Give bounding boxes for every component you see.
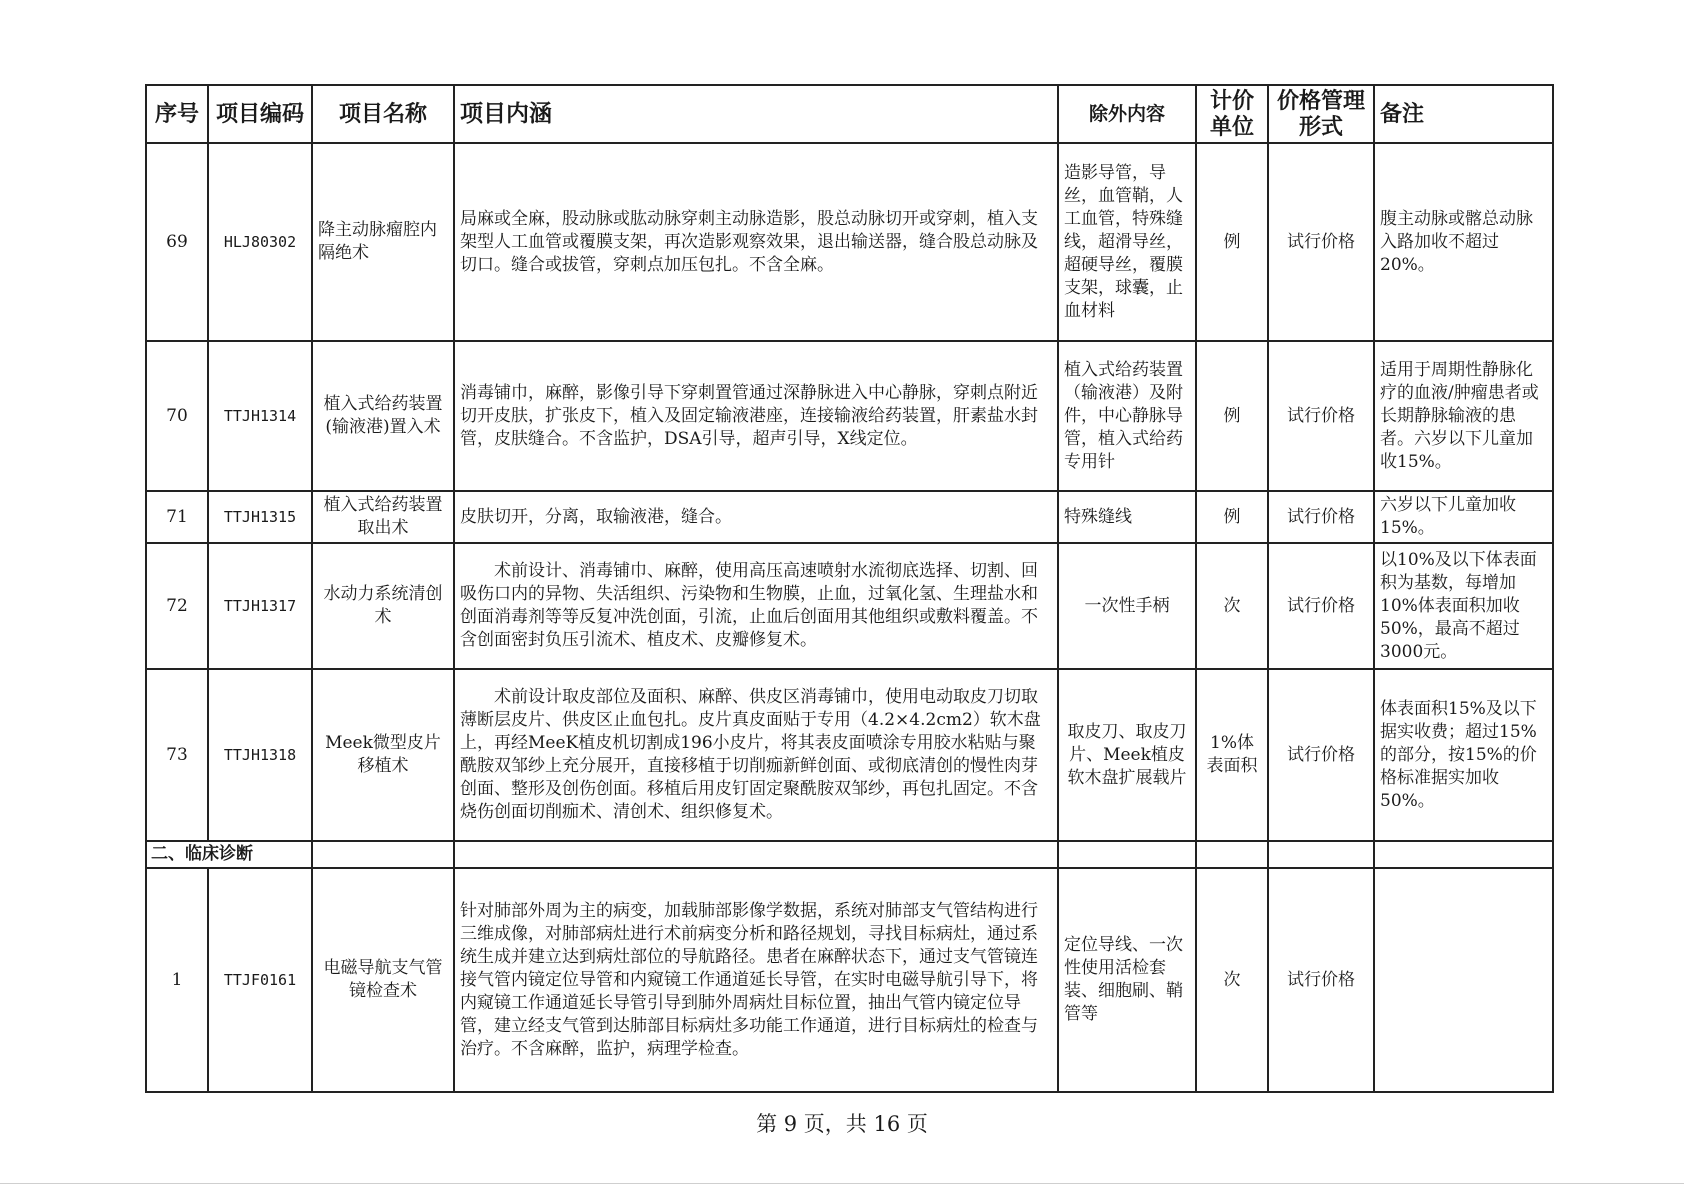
cell-unit: 例	[1196, 143, 1268, 341]
header-exclusions: 除外内容	[1058, 85, 1196, 143]
cell-name: 降主动脉瘤腔内隔绝术	[312, 143, 454, 341]
page-footer: 第 9 页，共 16 页	[756, 1112, 928, 1136]
table-row	[146, 868, 1553, 1092]
cell-content: 消毒铺巾，麻醉，影像引导下穿刺置管通过深静脉进入中心静脉，穿刺点附近切开皮肤，扩张皮下，植入及固定输液港座，连接输液给药装置，肝素盐水封管，皮肤缝合。不含监护，DSA引导，超声引导，X线定位。	[454, 341, 1058, 491]
cell-unit: 次	[1196, 543, 1268, 669]
cell-no: 1	[146, 868, 208, 1092]
table-row	[146, 669, 1553, 841]
cell-content: 术前设计、消毒铺巾、麻醉，使用高压高速喷射水流彻底选择、切割、回吸伤口内的异物、失活组织、污染物和生物膜，止血，过氧化氢、生理盐水和创面消毒剂等等反复冲洗创面，引流，止血后创面用其他组织或敷料覆盖。不含创面密封负压引流术、植皮术、皮瓣修复术。	[454, 543, 1058, 669]
cell-code: TTJH1314	[208, 341, 312, 491]
cell-exclusions: 特殊缝线	[1058, 491, 1196, 543]
cell-exclusions: 取皮刀、取皮刀片、Meek植皮软木盘扩展载片	[1058, 669, 1196, 841]
cell-pricing: 试行价格	[1268, 543, 1374, 669]
cell-no: 69	[146, 143, 208, 341]
scan-edge-divider	[0, 1183, 1684, 1184]
table-row	[146, 143, 1553, 341]
cell-no: 70	[146, 341, 208, 491]
cell-no: 72	[146, 543, 208, 669]
header-code: 项目编码	[208, 85, 312, 143]
cell-unit: 例	[1196, 491, 1268, 543]
cell-content: 皮肤切开，分离，取输液港，缝合。	[454, 491, 1058, 543]
table-row	[146, 341, 1553, 491]
cell-note: 以10%及以下体表面积为基数，每增加10%体表面积加收50%，最高不超过3000元。	[1374, 543, 1553, 669]
cell-name: 电磁导航支气管镜检查术	[312, 868, 454, 1092]
cell-unit: 1%体表面积	[1196, 669, 1268, 841]
header-pricing: 价格管理形式	[1268, 85, 1374, 143]
cell-exclusions: 一次性手柄	[1058, 543, 1196, 669]
header-row	[146, 85, 1553, 143]
cell-code: HLJ80302	[208, 143, 312, 341]
cell-no: 73	[146, 669, 208, 841]
cell-note: 适用于周期性静脉化疗的血液/肿瘤患者或长期静脉输液的患者。六岁以下儿童加收15%。	[1374, 341, 1553, 491]
cell-exclusions: 植入式给药装置（输液港）及附件，中心静脉导管，植入式给药专用针	[1058, 341, 1196, 491]
cell-no: 71	[146, 491, 208, 543]
cell-pricing: 试行价格	[1268, 341, 1374, 491]
cell-code: TTJF0161	[208, 868, 312, 1092]
cell-note: 六岁以下儿童加收15%。	[1374, 491, 1553, 543]
cell-exclusions: 定位导线、一次性使用活检套装、细胞刷、鞘管等	[1058, 868, 1196, 1092]
header-note: 备注	[1374, 85, 1553, 143]
cell-code: TTJH1317	[208, 543, 312, 669]
table-row	[146, 543, 1553, 669]
cell-content: 针对肺部外周为主的病变，加载肺部影像学数据，系统对肺部支气管结构进行三维成像，对肺部病灶进行术前病变分析和路径规划，寻找目标病灶，通过系统生成并建立达到病灶部位的导航路径。患者在麻醉状态下，通过支气管镜连接气管内镜定位导管和内窥镜工作通道延长导管，在实时电磁导航引导下，将内窥镜工作通道延长导管引导到肺外周病灶目标位置，抽出气管内镜定位导管，建立经支气管到达肺部目标病灶多功能工作通道，进行目标病灶的检查与治疗。不含麻醉，监护，病理学检查。	[454, 868, 1058, 1092]
header-content: 项目内涵	[454, 85, 1058, 143]
cell-name: 水动力系统清创术	[312, 543, 454, 669]
cell-pricing: 试行价格	[1268, 491, 1374, 543]
table-row	[146, 491, 1553, 543]
header-no: 序号	[146, 85, 208, 143]
price-table-page	[145, 84, 1552, 1093]
header-unit: 计价单位	[1196, 85, 1268, 143]
cell-content: 术前设计取皮部位及面积、麻醉、供皮区消毒铺巾，使用电动取皮刀切取薄断层皮片、供皮区止血包扎。皮片真皮面贴于专用（4.2×4.2cm2）软木盘上，再经MeeK植皮机切割成196小皮片，将其表皮面喷涂专用胶水粘贴与聚酰胺双邹纱上充分展开，直接移植于切削痂新鲜创面、或彻底清创的慢性肉芽创面、整形及创伤创面。移植后用皮钉固定聚酰胺双邹纱，再包扎固定。不含烧伤创面切削痂术、清创术、组织修复术。	[454, 669, 1058, 841]
section-title: 二、临床诊断	[146, 841, 312, 868]
cell-exclusions: 造影导管，导丝，血管鞘，人工血管，特殊缝线，超滑导丝，超硬导丝，覆膜支架，球囊，止血材料	[1058, 143, 1196, 341]
cell-note: 腹主动脉或髂总动脉入路加收不超过20%。	[1374, 143, 1553, 341]
cell-content: 局麻或全麻，股动脉或肱动脉穿刺主动脉造影，股总动脉切开或穿刺，植入支架型人工血管或覆膜支架，再次造影观察效果，退出输送器，缝合股总动脉及切口。缝合或拔管，穿刺点加压包扎。不含全麻。	[454, 143, 1058, 341]
cell-pricing: 试行价格	[1268, 669, 1374, 841]
cell-pricing: 试行价格	[1268, 143, 1374, 341]
medical-service-price-table	[145, 84, 1554, 1093]
cell-note	[1374, 868, 1553, 1092]
cell-name: Meek微型皮片移植术	[312, 669, 454, 841]
cell-pricing: 试行价格	[1268, 868, 1374, 1092]
header-name: 项目名称	[312, 85, 454, 143]
cell-code: TTJH1315	[208, 491, 312, 543]
cell-unit: 次	[1196, 868, 1268, 1092]
cell-name: 植入式给药装置(输液港)置入术	[312, 341, 454, 491]
cell-name: 植入式给药装置取出术	[312, 491, 454, 543]
section-row	[146, 841, 1553, 868]
cell-unit: 例	[1196, 341, 1268, 491]
cell-note: 体表面积15%及以下据实收费；超过15%的部分，按15%的价格标准据实加收50%。	[1374, 669, 1553, 841]
cell-code: TTJH1318	[208, 669, 312, 841]
